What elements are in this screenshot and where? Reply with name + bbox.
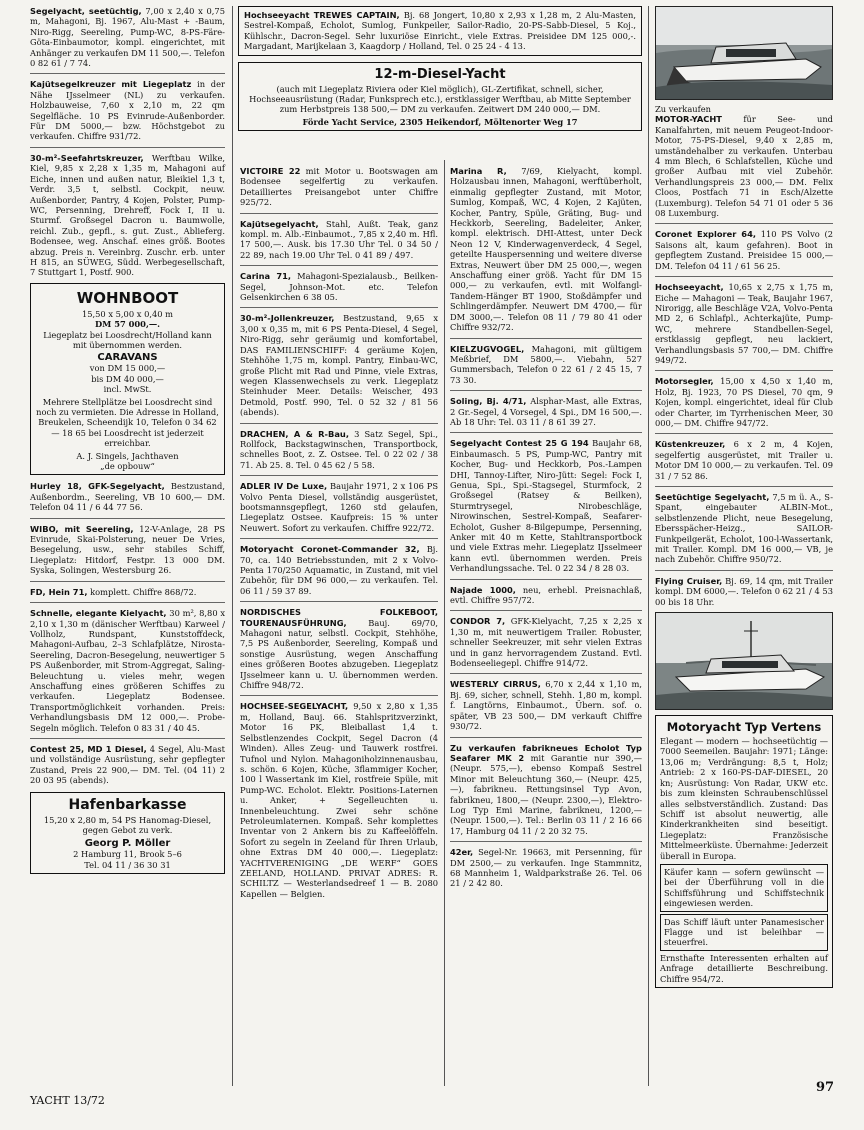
caravans-tax: incl. MwSt. [103,384,152,395]
classified-ad: Zu verkaufen MOTOR-YACHT für See- und Kanalfahrten, mit neuem Peugeot-Indoor-Motor, 75-PS-Diesel, 9,40 x 2,85 m, umständehalber zu verkaufen. Unterbau 4 mm Blech, 6 Schlafstellen, Küche und großer Aufbau mit viel Zubehör. Verhandlungspreis 23 000,— DM. Felix Cloos, Postfach 71 in Esch/Alzette (Luxemburg). Telefon 54 71 01 oder 5 36 08 Luxemburg. [655,104,833,219]
wohnboot-dims: 15,50 x 5,00 x 0,40 m [81,308,174,319]
top-wide-ads [238,6,642,131]
diesel-yacht-ad [238,62,642,132]
diesel-yacht-footer: Förde Yacht Service, 2305 Heikendorf, Möltenorter Weg 17 [302,116,578,127]
vertens-note-1: Käufer kann — sofern gewünscht — bei der Überführung voll in die Schiffsführung und Schiffstechnik eingewiesen werden. [660,864,828,912]
classified-ad: VICTOIRE 22 mit Motor u. Bootswagen am Bodensee segelfertig zu verkaufen. Detailliertes Preisangebot unter Chiffre 925/72. [240,166,438,208]
column-rule [444,160,445,1086]
wohnboot-price: DM 57 000,—. [94,319,161,330]
classified-ad: Schnelle, elegante Kielyacht, 30 m², 8,80 x 2,10 x 1,30 m (dänischer Werftbau) Karweel / Vollholz, Rundspant, Kunststoffdeck, Mahagoni-Aufbau, 2–3 Schlafplätze, Nirosta-Seereling, Dacron-Besegelung, neuwertiger 5 PS Außenborder, mit Strom-Aggregat, Saling-Beleuchtung u. vieles mehr, wegen Anschaffung eines größeren Schiffes zu verkaufen. Liegeplatz Bodensee. Transportmöglichkeit vorhanden. Preis: Verhandlungsbasis DM 12 000,—. Probe-Segeln möglich. Telefon 0 83 31 / 40 45. [30,608,225,733]
classified-ad: Hochseeyacht, 10,65 x 2,75 x 1,75 m, Eiche — Mahagoni — Teak, Baujahr 1967, Nirorigg, alle Beschläge V2A, Volvo-Penta MD 2, 6 Schlafpl., Achterkajüte, Pump-WC, mehrere Standbellen-Segel, erstklassig gepflegt, neu lackiert, Verhandlungsbasis 57 700,— DM. Chiffre 949/72. [655,282,834,365]
classified-ad: Flying Cruiser, Bj. 69, 14 qm, mit Trailer kompl. DM 6000,—. Telefon 0 62 21 / 4 53 00 bis 18 Uhr. [655,575,833,607]
column-rule [232,6,233,1086]
classified-ad: DRACHEN, A & R-Bau, 3 Satz Segel, Spi., Rollfock, Backstagwinschen, Transportbock, schnelles Boot, z. Z. Ostsee. Tel. 0 22 02 / 38 71. Ab 25. 8. Tel. 0 45 62 / 5 58. [240,428,438,470]
wohnboot-text: Liegeplatz bei Loosdrecht/Holland kann mit übernommen werden. [43,329,212,350]
classified-ad: CONDOR 7, GFK-Kielyacht, 7,25 x 2,25 x 1,30 m, mit neuwertigem Trailer. Robuster, schneller Seekreuzer, mit sehr vielen Extras und in ganz hervorragendem Zustand. Evtl. Bodenseeliegepl. Chiffre 914/72. [450,616,642,669]
hafenbarkasse-text: 15,20 x 2,80 m, 54 PS Hanomag-Diesel, gegen Gebot zu verk. [43,814,212,835]
hafenbarkasse-ad [30,792,225,875]
diesel-yacht-title: 12-m-Diesel-Yacht [374,66,506,82]
boat-photo-image [656,7,832,99]
column-3 [450,166,642,894]
classified-ad: Segelyacht Contest 25 G 194 Baujahr 68, Einbaumasch. 5 PS, Pump-WC, Pantry mit Kocher, Bug- und Heckkorb, Pos.-Lampen DHI, Tannoy-Lifter, Niro-Jütt: Segel: Fock I, Genua, Spi., Spi.-Stagsegel, Sturmfock, 2 Großsegel (Ratsey & Beilken), Sturmtrysegel, Nirobeschläge, Nirowinschen, Sestrel-Kompaß, Seafarer-Echolot, Gusher 8-Bilgepumpe, Persenning, Anker mit 40 m Kette, Stahltransportbock und viele Extras mehr. Liegeplatz IJsselmeer kann evtl. übernommen werden. Preis Verhandlungssache. Tel. 0 22 34 / 8 28 03. [450,438,642,574]
classified-ad: HOCHSEE-SEGELYACHT, 9,50 x 2,80 x 1,35 m, Holland, Bauj. 66. Stahlspritzverzinkt, Motor 16 PK, Bleiballast 1,4 t. Selbstlenzendes Cockpit, Segel Dacron (4 Winden). Alles Zeug- und Tauwerk rostfrei. Tufnol und Nylon. Mahagoniholzinnenausbau, s. schön. 6 Kojen, Küche, 3flammiger Kocher, 100 l Wassertank im Kiel, rostfreie Spüle, mit Pump-WC. Echolot. Elektr. Positions-Laternen u. Anker, + Segelleuchten u. Innenbeleuchtung. Zwei sehr schöne Petroleumlaternen. Kompaß. Sehr komplettes Inventar von 2 Ankern bis zu Kaffeelöffeln. Sofort zu segeln in Zeeland für Ihren Urlaub, ohne Extras DM 40 000,—. Liegeplatz: YACHTVERENIGING „DE WERF“ GOES ZEELAND, HOLLAND. PRIVAT ADRES: R. SCHILTZ — Westerlandsedreef 1 — B. 2080 Kapellen — Belgien. [240,701,438,899]
classified-ad: Zu verkaufen fabrikneues Echolot Typ Seafarer MK 2 mit Garantie nur 390,— (Neupr. 575,—), ebenso Kompaß Sestrel Minor mit Beleuchtung 360,— (Neupr. 425,—), fabrikneu. Rettungsinsel Typ Avon, fabrikneu, 1800,— (Neupr. 2300,—), Elektro-Log Typ Emi Marine, fabrikneu, 1200,— (Neupr. 1500,—). Tel.: Berlin 03 11 / 2 16 66 17, Hamburg 04 11 / 2 20 32 75. [450,742,642,836]
motoryacht-photo [655,6,833,100]
wohnboot-ad [30,283,225,476]
vertens-photo [655,612,833,710]
classified-ad: Segelyacht, seetüchtig, 7,00 x 2,40 x 0,75 m, Mahagoni, Bj. 1967, Alu-Mast + -Baum, Niro-Rigg, Seereling, Pump-WC, 8-PS-Färe-Göta-Einbaumotor, kompl. eingerichtet, mit Anhänger zu verkaufen DM 11 500,—. Telefon 0 82 61 / 7 74. [30,6,225,69]
classified-ad: Kajütsegelyacht, Stahl, Außt. Teak, ganz kompl. m. Alb.-Einbaumot., 7,85 x 2,40 m. Hfl. 17 500,—. Ausk. bis 17.30 Uhr Tel. 0 34 50 / 22 89, nach 19.00 Uhr Tel. 0 41 89 / 497. [240,218,438,260]
classified-ad: Marina R, 7/69, Kielyacht, kompl. Holzausbau innen, Mahagoni, werftüberholt, einmalig gepflegter Zustand, mit Motor, Sumlog, Kompaß, WC, 4 Kojen, 2 Kajüten, Kocher, Pantry, Spüle, Gräting, Bug- und Heckkorb, Seereling, Badeleiter, Anker, kompl. elektrisch. DHI-Attest, unter Deck Neon 12 V, Kinderwagenverdeck, 4 Segel, geteilte Hauspersenning und weitere diverse Extras, Neuwert über DM 25 000,—, wegen Anschaffung einer größ. Yacht für DM 15 000,— zu verkaufen, evtl. mit Wolfangl-Tandem-Hänger BT 1900, Stoßdämpfer und Schlingerdämpfer. Neuwert DM 4700,— für DM 3000,—. Telefon 08 11 / 79 80 41 oder Chiffre 932/72. [450,166,643,333]
diesel-yacht-body: (auch mit Liegeplatz Riviera oder Kiel möglich), GL-Zertifikat, schnell, sicher, Hochseeausrüstung (Radar, Funksprech etc.), erstklassiger Werftbau, ab Mitte September zum Herbstpreis 138 500,— DM zu verkaufen. Zeitwert DM 240 000,— DM. [249,83,631,115]
classified-ad: ADLER IV De Luxe, Baujahr 1971, 2 x 106 PS Volvo Penta Diesel, vollständig ausgerüstet, bootsmannsgepflegt, 1260 std gelaufen, Liegeplatz Ostsee. Kaufpreis: 15 % unter Neuwert. Sofort zu verkaufen. Chiffre 922/72. [240,481,439,533]
caravans-title: CARAVANS [97,352,158,364]
classified-ad: 42er, Segel-Nr. 19663, mit Persenning, für DM 2500,— zu verkaufen. Inge Stammnitz, 68 Mannheim 1, Waldparkstraße 26. Tel. 06 21 / 2 42 80. [450,847,642,889]
vertens-title: Motoryacht Typ Vertens [666,720,822,735]
hafenbarkasse-name: Georg P. Möller [84,838,171,850]
classified-ad: Coronet Explorer 64, 110 PS Volvo (2 Saisons alt, kaum gefahren). Boot in gepflegtem Zustand. Preisidee 15 000,— DM. Telefon 04 11 / 61 56 25. [655,229,833,271]
wohnboot-signature-2: „de opbouw“ [100,461,155,472]
page-number: 97 [816,1080,835,1095]
column-rule [648,6,649,1086]
hafenbarkasse-phone: Tel. 04 11 / 36 30 31 [84,859,171,870]
vertens-footer: Ernsthafte Interessenten erhalten auf Anfrage detaillierte Beschreibung. Chiffre 954/72. [660,952,828,984]
trewes-captain-ad: Hochseeyacht TREWES CAPTAIN, Bj. 68 Jongert, 10,80 x 2,93 x 1,28 m, 2 Alu-Masten, Sestrel-Kompaß, Echolot, Sumlog, Funkpeiler, Sailor-Radio, 20-PS-Sabb-Diesel, 5 Koj., Kühlschr., Dacron-Segel. Sehr luxuriöse Einricht., viele Extras. Preisidee DM 125 000,-. Margadant, Marijkelaan 3, Kaagdorp / Holland, Tel. 0 25 24 - 4 13. [238,6,642,56]
vertens-ad [655,715,833,988]
column-1 [30,6,225,874]
vertens-body: Elegant — modern — hochseetüchtig — 7000 Seemeilen. Baujahr: 1971; Länge: 13,06 m; Verdrängung: 8,5 t, Holz; Antrieb: 2 x 160-PS-DAF-DIESEL, 20 kn; Ausrüstung: Von Radar, UKW etc. bis zum kleinsten Schraubenschlüssel alles selbstverständlich. Zustand: Das Schiff ist absolut neuwertig, alle Kinderkrankheiten sind beseitigt. Liegeplatz: Französische Mittelmeerküste. Übernahme: Jederzeit überall in Europa. [660,736,828,861]
caravans-price-to: bis DM 40 000,— [91,373,164,384]
column-2 [240,166,438,904]
classified-ad: Kajütsegelkreuzer mit Liegeplatz in der Nähe IJsselmeer (NL) zu verkaufen. Holzbauweise, 7,60 x 2,10 m, 22 qm Segelfläche. 10 PS Evinrude-Außenborder. Für DM 5000,— bzw. Höchstgebot zu verkaufen. Chiffre 931/72. [30,79,225,142]
classified-ad: WIBO, mit Seereling, 12-V-Anlage, 28 PS Evinrude, Skai-Polsterung, neuer De Vries, Besegelung, usw., sehr stabiles Schiff, Liegeplatz: Hitdorf, Festpr. 13 000 DM. Syska, Solingen, Westersburg 26. [30,523,226,576]
wohnboot-title: WOHNBOOT [76,288,179,307]
classified-ad: 30-m²-Seefahrtskreuzer, Werftbau Wilke, Kiel, 9,85 x 2,28 x 1,35 m, Mahagoni auf Eiche, innen und außen natur, Bleikiel 1,3 t, Verdr. 3,5 t, selbstl. Cockpit, neuw. Außenborder, Pantry, 4 Kojen, Polster, Pump-WC, Persenning, Drehreff, Fock I, II u. Sturmf. Großsegel Dacron u. Baumwolle, reichl. Zub., gepfl., s. gut. Zust., Ablieferg. Bodensee, weg. Anschaf. eines größ. Bootes abzug. Preis n. Vereinbrg. Zuschr. erb. unter H 815, an SÜWEG, Südd. Werbegesellschaft, 7 Stuttgart 1, Postf. 900. [30,152,225,278]
classified-ad: Küstenkreuzer, 6 x 2 m, 4 Kojen, segelfertig ausgerüstet, mit Trailer u. Motor DM 10 000,— zu verkaufen. Tel. 09 31 / 7 52 86. [655,439,833,481]
classified-ad: WESTERLY CIRRUS, 6,70 x 2,44 x 1,10 m, Bj. 69, sicher, schnell, Stehh. 1,80 m, kompl. f. Langtörns, Einbaumot., Übern. sof. o. später, VB 23 500,— DM verkauft Chiffre 930/72. [450,679,642,732]
yacht-photo-image [656,613,832,709]
wohnboot-body: Mehrere Stellplätze bei Loosdrecht sind noch zu vermieten. Die Adresse in Holland, Breukelen, Scheendijk 10, Telefon 0 34 62 — 18 65 bei Loosdrecht ist jederzeit erreichbar. [36,396,219,449]
hafenbarkasse-address: 2 Hamburg 11, Brook 5–6 [73,849,182,860]
hafenbarkasse-title: Hafenbarkasse [68,796,187,813]
column-4 [655,6,833,988]
footer-issue: YACHT 13/72 [30,1094,105,1107]
classified-ad: Najade 1000, neu, erhebl. Preisnachlaß, evtl. Chiffre 957/72. [450,584,642,606]
classified-ad: Soling, Bj. 4/71, Alsphar-Mast, alle Extras, 2 Gr.-Segel, 4 Vorsegel, 4 Spi., DM 16 500,—. Ab 18 Uhr: Tel. 03 11 / 8 61 39 27. [450,396,643,427]
classified-ad: NORDISCHES FOLKEBOOT, TOURENAUSFÜHRUNG, Bauj. 69/70, Mahagoni natur, selbstl. Cockpit, Stehhöhe, 7,5 PS Außenborder, Seereling, Kompaß und sonstige Ausrüstung, wegen Anschaffung eines größeren Bootes abzugeben. Liegeplatz IJsselmeer kann u. U. übernommen werden. Chiffre 948/72. [240,607,438,691]
classified-ad: FD, Hein 71, komplett. Chiffre 868/72. [30,586,197,597]
classified-ad: 30-m²-Jollenkreuzer, Bestzustand, 9,65 x 3,00 x 0,35 m, mit 6 PS Penta-Diesel, 4 Segel, Niro-Rigg, sehr geräumig und komfortabel, DAS FAMILIENSCHIFF: 4 geräume Kojen, Stehhöhe 1,75 m, kompl. Pantry, Einbau-WC, große Plicht mit Rad und Pinne, viele Extras, wegen Klassenwechsels zu verk. Liegeplatz Steinhuder Meer. Details: Weischer, 493 Detmold, Postf. 990, Tel. 0 52 32 / 81 56 (abends). [240,313,438,418]
wohnboot-signature: A. J. Singels, Jachthaven [76,450,179,461]
classified-ad: Contest 25, MD 1 Diesel, 4 Segel, Alu-Mast und vollständige Ausrüstung, sehr gepflegter Zustand, Preis 22 900,— DM. Tel. (04 11) 2 20 03 95 (abends). [30,743,225,786]
classified-ad: Motoryacht Coronet-Commander 32, Bj. 70, ca. 140 Betriebsstunden, mit 2 x Volvo-Penta 170/250 Aquamatic, in Zustand, mit viel Zubehör, für DM 96 000,— zu verkaufen. Tel. 06 11 / 59 37 89. [240,544,438,596]
classified-ad: Seetüchtige Segelyacht, 7,5 m ü. A., S-Spant, eingebauter ALBIN-Mot., selbstlenzende Plicht, neue Besegelung, Ebersspächer-Heizg., SAILOR-Funkpeilgerät, Echolot, 100-l-Wassertank, mit Trailer. Kompl. DM 16 000,— VB, je nach Zubehör. Chiffre 950/72. [655,492,834,565]
classified-ad: Motorsegler, 15,00 x 4,50 x 1,40 m, Holz, Bj. 1923, 70 PS Diesel, 70 qm, 9 Kojen, kompl. eingerichtet, ideal für Club oder Charter, im Tyrrhenischen Meer, 30 000,— DM. Chiffre 947/72. [655,376,833,428]
classified-ad: Carina 71, Mahagoni-Spezialausb., Beilken-Segel, Johnson-Mot. etc. Telefon Gelsenkirchen 6 38 05. [240,271,439,303]
classified-ad: KIELZUGVOGEL, Mahagoni, mit gültigem Meßbrief, DM 5800,—. Viebahn, 527 Gummersbach, Telefon 0 22 61 / 2 45 15, 7 73 30. [450,343,643,385]
vertens-note-2: Das Schiff läuft unter Panamesischer Flagge und ist beleihbar — steuerfrei. [660,914,828,951]
caravans-price-from: von DM 15 000,— [89,363,166,374]
classified-ad: Hurley 18, GFK-Segelyacht, Bestzustand, Außenbordm., Seereling, VB 10 600,— DM. Telefon 04 11 / 6 44 77 56. [30,481,225,513]
